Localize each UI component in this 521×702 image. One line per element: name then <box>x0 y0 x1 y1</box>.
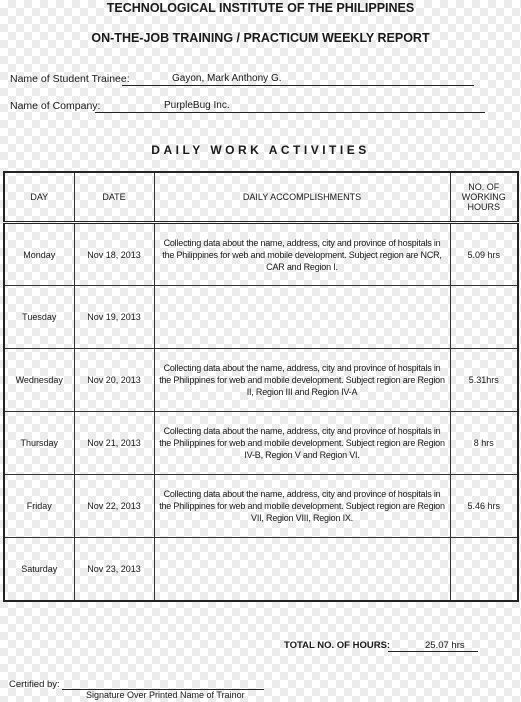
date-cell: Nov 19, 2013 <box>74 286 154 349</box>
header-day: DAY <box>4 172 74 223</box>
date-cell: Nov 23, 2013 <box>74 538 154 601</box>
signature-caption: Signature Over Printed Name of Trainor <box>86 690 245 700</box>
hours-cell <box>450 286 518 349</box>
accomplishment-cell: Collecting data about the name, address, city and province of hospitals in the Philippines for web and mobile development. Subject region are Region VII, Region VIII, Region IX. <box>154 475 450 538</box>
date-cell: Nov 22, 2013 <box>74 475 154 538</box>
signature-line <box>62 677 264 690</box>
table-row <box>4 475 518 538</box>
hours-cell: 5.46 hrs <box>450 475 518 538</box>
hours-cell <box>450 538 518 601</box>
day-cell: Saturday <box>4 538 74 601</box>
date-cell: Nov 21, 2013 <box>74 412 154 475</box>
table-row <box>4 412 518 475</box>
date-cell: Nov 18, 2013 <box>74 223 154 286</box>
institution-title: TECHNOLOGICAL INSTITUTE OF THE PHILIPPINES <box>106 1 415 15</box>
day-cell: Thursday <box>4 412 74 475</box>
header-hours-line3: HOURS <box>467 202 500 212</box>
table-row <box>4 286 518 349</box>
table-row <box>4 349 518 412</box>
company-name-line <box>95 100 485 113</box>
accomplishment-cell <box>154 538 450 601</box>
certified-by-label: Certified by: <box>9 679 60 690</box>
total-hours-label: TOTAL NO. OF HOURS: <box>284 640 391 651</box>
header-date: DATE <box>74 172 154 223</box>
accomplishment-cell <box>154 286 450 349</box>
day-cell: Wednesday <box>4 349 74 412</box>
day-cell: Monday <box>4 223 74 286</box>
accomplishment-cell: Collecting data about the name, address, city and province of hospitals in the Philippines for web and mobile development. Subject region are NCR, CAR and Region I. <box>154 223 450 286</box>
hours-cell: 5.31hrs <box>450 349 518 412</box>
hours-cell: 5.09 hrs <box>450 223 518 286</box>
report-title: ON-THE-JOB TRAINING / PRACTICUM WEEKLY REPORT <box>91 31 430 45</box>
hours-cell: 8 hrs <box>450 412 518 475</box>
table-row <box>4 538 518 601</box>
date-cell: Nov 20, 2013 <box>74 349 154 412</box>
header-hours-line1: NO. OF <box>468 182 500 192</box>
company-name-label: Name of Company: <box>10 100 101 112</box>
student-name-value: Gayon, Mark Anthony G. <box>172 73 282 84</box>
table-header-row <box>4 172 518 223</box>
table-row <box>4 223 518 286</box>
activities-table <box>3 171 519 602</box>
student-name-label: Name of Student Trainee: <box>10 73 130 85</box>
header-hours <box>450 172 518 223</box>
header-hours-line2: WORKING <box>461 192 506 202</box>
day-cell: Tuesday <box>4 286 74 349</box>
company-name-value: PurpleBug Inc. <box>164 100 230 111</box>
total-hours-value: 25.07 hrs <box>425 640 465 651</box>
section-title: DAILY WORK ACTIVITIES <box>151 143 370 157</box>
day-cell: Friday <box>4 475 74 538</box>
accomplishment-cell: Collecting data about the name, address, city and province of hospitals in the Philippines for web and mobile development. Subject region are Region IV-B, Region V and Region VI. <box>154 412 450 475</box>
accomplishment-cell: Collecting data about the name, address, city and province of hospitals in the Philippines for web and mobile development. Subject region are Region II, Region III and Region IV-A <box>154 349 450 412</box>
header-accomplishments: DAILY ACCOMPLISHMENTS <box>154 172 450 223</box>
